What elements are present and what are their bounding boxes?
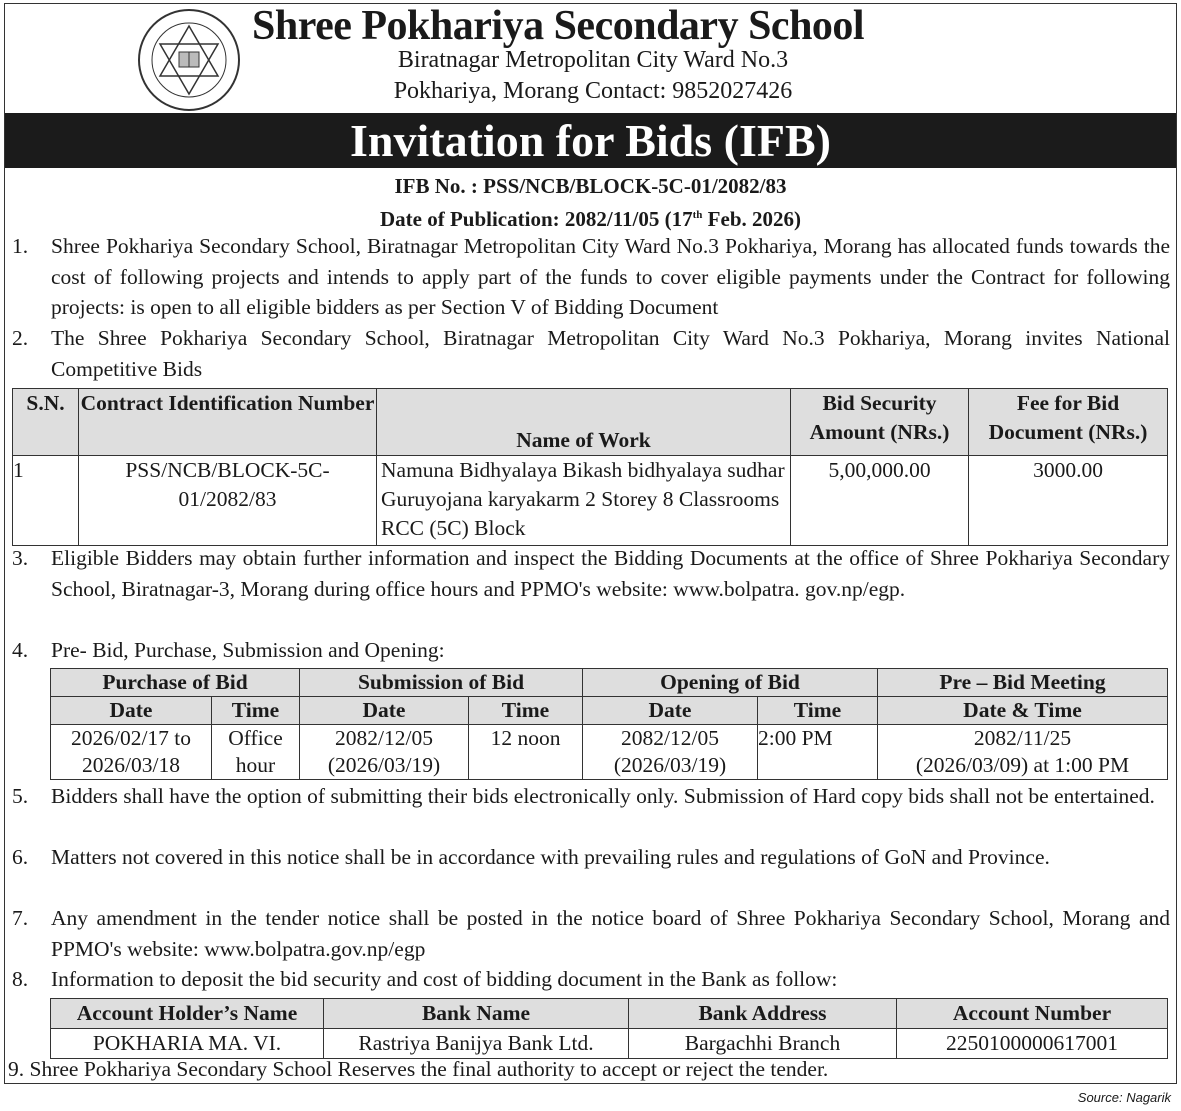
cell-bank-name: Rastriya Banijya Bank Ltd. [324,1029,629,1059]
address-line: Biratnagar Metropolitan City Ward No.3 [397,47,789,73]
list-item: 4. Pre- Bid, Purchase, Submission and Opening: [12,638,445,662]
header-submission: Submission of Bid [300,669,583,697]
subheader: Date [300,697,469,725]
cell-purchase-date: 2026/02/17 to 2026/03/18 [51,725,212,780]
publication-date: Date of Publication: 2082/11/05 (17th Feb. 2026) [379,207,801,231]
header-name-of-work: Name of Work [377,389,791,456]
header-bid-security: Bid Security Amount (NRs.) [791,389,969,456]
contract-table [12,388,1168,546]
subheader: Time [758,697,878,725]
schedule-table [50,668,1168,780]
cell-submission-date: 2082/12/05 (2026/03/19) [300,725,469,780]
source-credit: Source: Nagarik [1077,1090,1171,1105]
list-item: 9. Shree Pokhariya Secondary School Reserves the final authority to accept or reject the tender. [8,1057,829,1081]
subheader: Date & Time [878,697,1168,725]
bank-table [50,998,1168,1059]
cell-bid-security: 5,00,000.00 [791,456,969,546]
subheader: Time [469,697,583,725]
cell-prebid: 2082/11/25 (2026/03/09) at 1:00 PM [878,725,1168,780]
cell-opening-date: 2082/12/05 (2026/03/19) [583,725,758,780]
cell-bank-address: Bargachhi Branch [629,1029,897,1059]
cell-fee: 3000.00 [969,456,1168,546]
list-item: 7. Any amendment in the tender notice shall be posted in the notice board of Shree Pokhariya Secondary School, Morang and PPMO's website: www.bolpatra.gov.np/egp [12,906,1170,961]
header-bank-address: Bank Address [629,999,897,1029]
header-bank-name: Bank Name [324,999,629,1029]
subheader: Date [583,697,758,725]
list-item: 1. Shree Pokhariya Secondary School, Biratnagar Metropolitan City Ward No.3 Pokhariya, Morang has allocated funds towards the cost of following projects and intends to apply part of the funds to cover eligible payments under the Contract for following projects: is open to all eligible bidders as per Section V of Bidding Document [12,234,1170,320]
header-account-holder: Account Holder’s Name [51,999,324,1029]
cell-opening-time: 2:00 PM [758,725,878,780]
subheader: Date [51,697,212,725]
cell-contract-id: PSS/NCB/BLOCK-5C-01/2082/83 [79,456,377,546]
list-item: 5. Bidders shall have the option of submitting their bids electronically only. Submission of Hard copy bids shall not be entertained. [12,784,1155,808]
cell-purchase-time: Office hour [212,725,300,780]
cell-sn: 1 [13,456,79,546]
list-item: 6. Matters not covered in this notice shall be in accordance with prevailing rules and regulations of GoN and Province. [12,845,1050,869]
list-item: 8. Information to deposit the bid security and cost of bidding document in the Bank as follow: [12,967,838,991]
school-name: Shree Pokhariya Secondary School [252,3,865,49]
contact-line: Pokhariya, Morang Contact: 9852027426 [393,78,793,104]
subheader: Time [212,697,300,725]
header-fee: Fee for Bid Document (NRs.) [969,389,1168,456]
header-opening: Opening of Bid [583,669,878,697]
header-prebid: Pre – Bid Meeting [878,669,1168,697]
table-row [13,456,1168,546]
ifb-number: IFB No. : PSS/NCB/BLOCK-5C-01/2082/83 [394,174,787,198]
cell-account-number: 2250100000617001 [897,1029,1168,1059]
notice-title: Invitation for Bids (IFB) [5,113,1176,168]
header-account-number: Account Number [897,999,1168,1029]
list-item: 2. The Shree Pokhariya Secondary School, Biratnagar Metropolitan City Ward No.3 Pokhariya, Morang invites National Competitive Bids [12,326,1170,381]
header-contract-id: Contract Identification Number [79,389,377,456]
header-sn: S.N. [13,389,79,456]
cell-submission-time: 12 noon [469,725,583,780]
cell-account-holder: POKHARIA MA. VI. [51,1029,324,1059]
header-purchase: Purchase of Bid [51,669,300,697]
table-row [51,725,1168,780]
cell-name-of-work: Namuna Bidhyalaya Bikash bidhyalaya sudhar Guruyojana karyakarm 2 Storey 8 Classrooms RCC (5C) Block [377,456,791,546]
list-item: 3. Eligible Bidders may obtain further information and inspect the Bidding Documents at the office of Shree Pokhariya Secondary School, Biratnagar-3, Morang during office hours and PPMO's website: www.bolpatra. gov.np/egp. [12,546,1170,601]
